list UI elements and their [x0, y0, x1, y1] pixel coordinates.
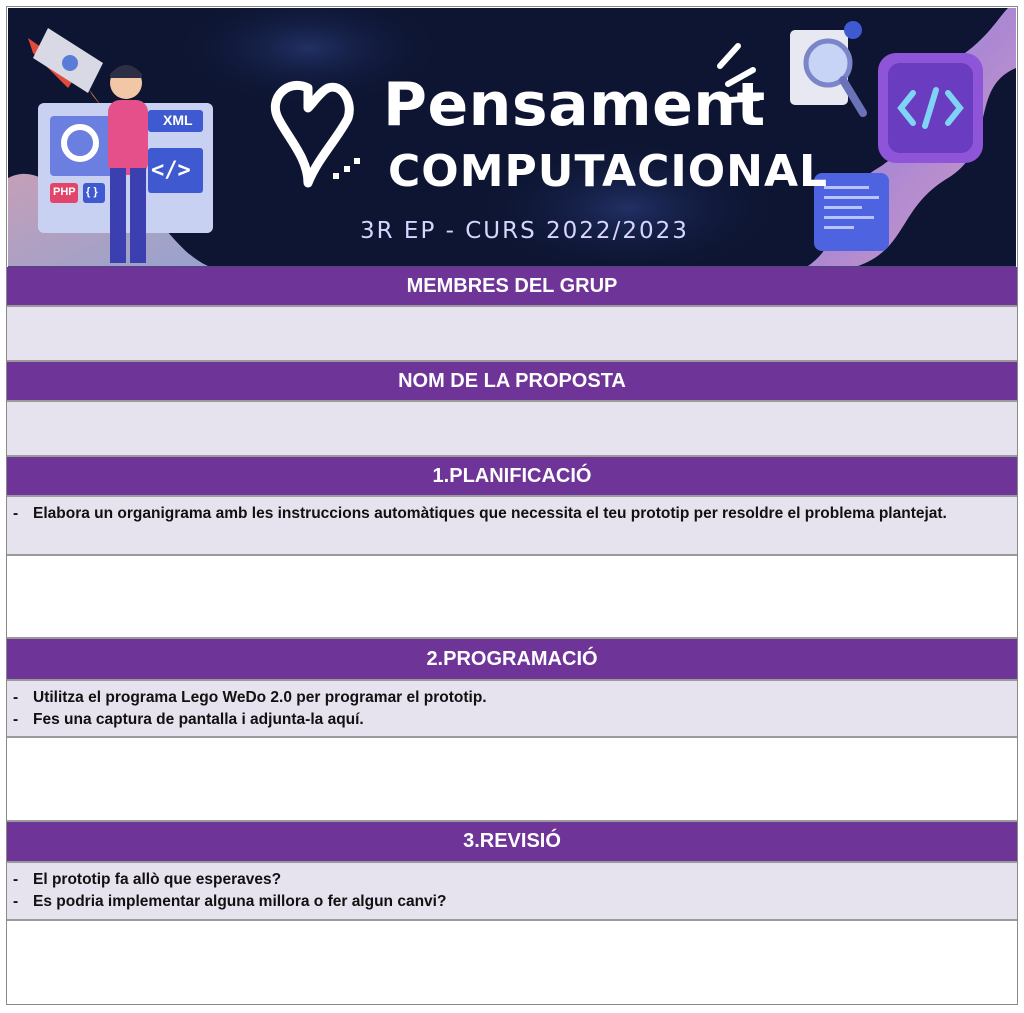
- programming-item-1: Utilitza el programa Lego WeDo 2.0 per programar el prototip.: [33, 689, 487, 706]
- review-header: [7, 822, 1017, 863]
- xml-tag: XML: [163, 112, 193, 128]
- proposal-header: [7, 362, 1017, 402]
- programming-item-2: Fes una captura de pantalla i adjunta-la aquí.: [33, 711, 364, 728]
- worksheet: [6, 6, 1018, 1005]
- planning-header-label: 1.PLANIFICACIÓ: [432, 464, 592, 487]
- review-item-1: El prototip fa allò que esperaves?: [33, 871, 282, 888]
- programming-header: [7, 639, 1017, 681]
- list-item: - Es podria implementar alguna millora o fer algun canvi?: [13, 891, 1009, 913]
- course-label: 3R EP - CURS 2022/2023: [360, 218, 689, 244]
- code-tag: </>: [151, 158, 191, 183]
- planning-instructions: [7, 497, 1017, 556]
- review-answer-area[interactable]: [7, 921, 1017, 1004]
- magnifier-document-icon: [790, 21, 863, 113]
- planning-answer-area[interactable]: [7, 556, 1017, 639]
- braces-tag: { }: [86, 186, 98, 198]
- review-item-2: Es podria implementar alguna millora o fer algun canvi?: [33, 893, 447, 910]
- list-item: - El prototip fa allò que esperaves?: [13, 869, 1009, 891]
- header-banner: [8, 8, 1016, 268]
- proposal-header-label: NOM DE LA PROPOSTA: [398, 369, 626, 392]
- banner-title: Pensament: [383, 70, 766, 140]
- planning-header: [7, 457, 1017, 497]
- planning-item-1: Elabora un organigrama amb les instruccions automàtiques que necessita el teu prototip per resoldre el problema plantejat.: [33, 505, 947, 522]
- programming-instructions: [7, 681, 1017, 738]
- code-app-icon: [878, 53, 983, 163]
- list-item: - Fes una captura de pantalla i adjunta-la aquí.: [13, 709, 1009, 731]
- members-field[interactable]: [7, 307, 1017, 362]
- review-instructions: [7, 863, 1017, 921]
- list-item: - Elabora un organigrama amb les instruccions automàtiques que necessita el teu prototip per resoldre el problema plantejat.: [13, 503, 1009, 525]
- programming-answer-area[interactable]: [7, 738, 1017, 822]
- programming-header-label: 2.PROGRAMACIÓ: [426, 647, 598, 670]
- members-header: [7, 267, 1017, 307]
- banner-subtitle: COMPUTACIONAL: [388, 146, 829, 197]
- review-header-label: 3.REVISIÓ: [463, 830, 561, 852]
- php-tag: PHP: [53, 186, 76, 198]
- proposal-field[interactable]: [7, 402, 1017, 457]
- members-header-label: MEMBRES DEL GRUP: [406, 274, 618, 297]
- rocket-icon: [28, 28, 103, 108]
- list-item: - Utilitza el programa Lego WeDo 2.0 per programar el prototip.: [13, 687, 1009, 709]
